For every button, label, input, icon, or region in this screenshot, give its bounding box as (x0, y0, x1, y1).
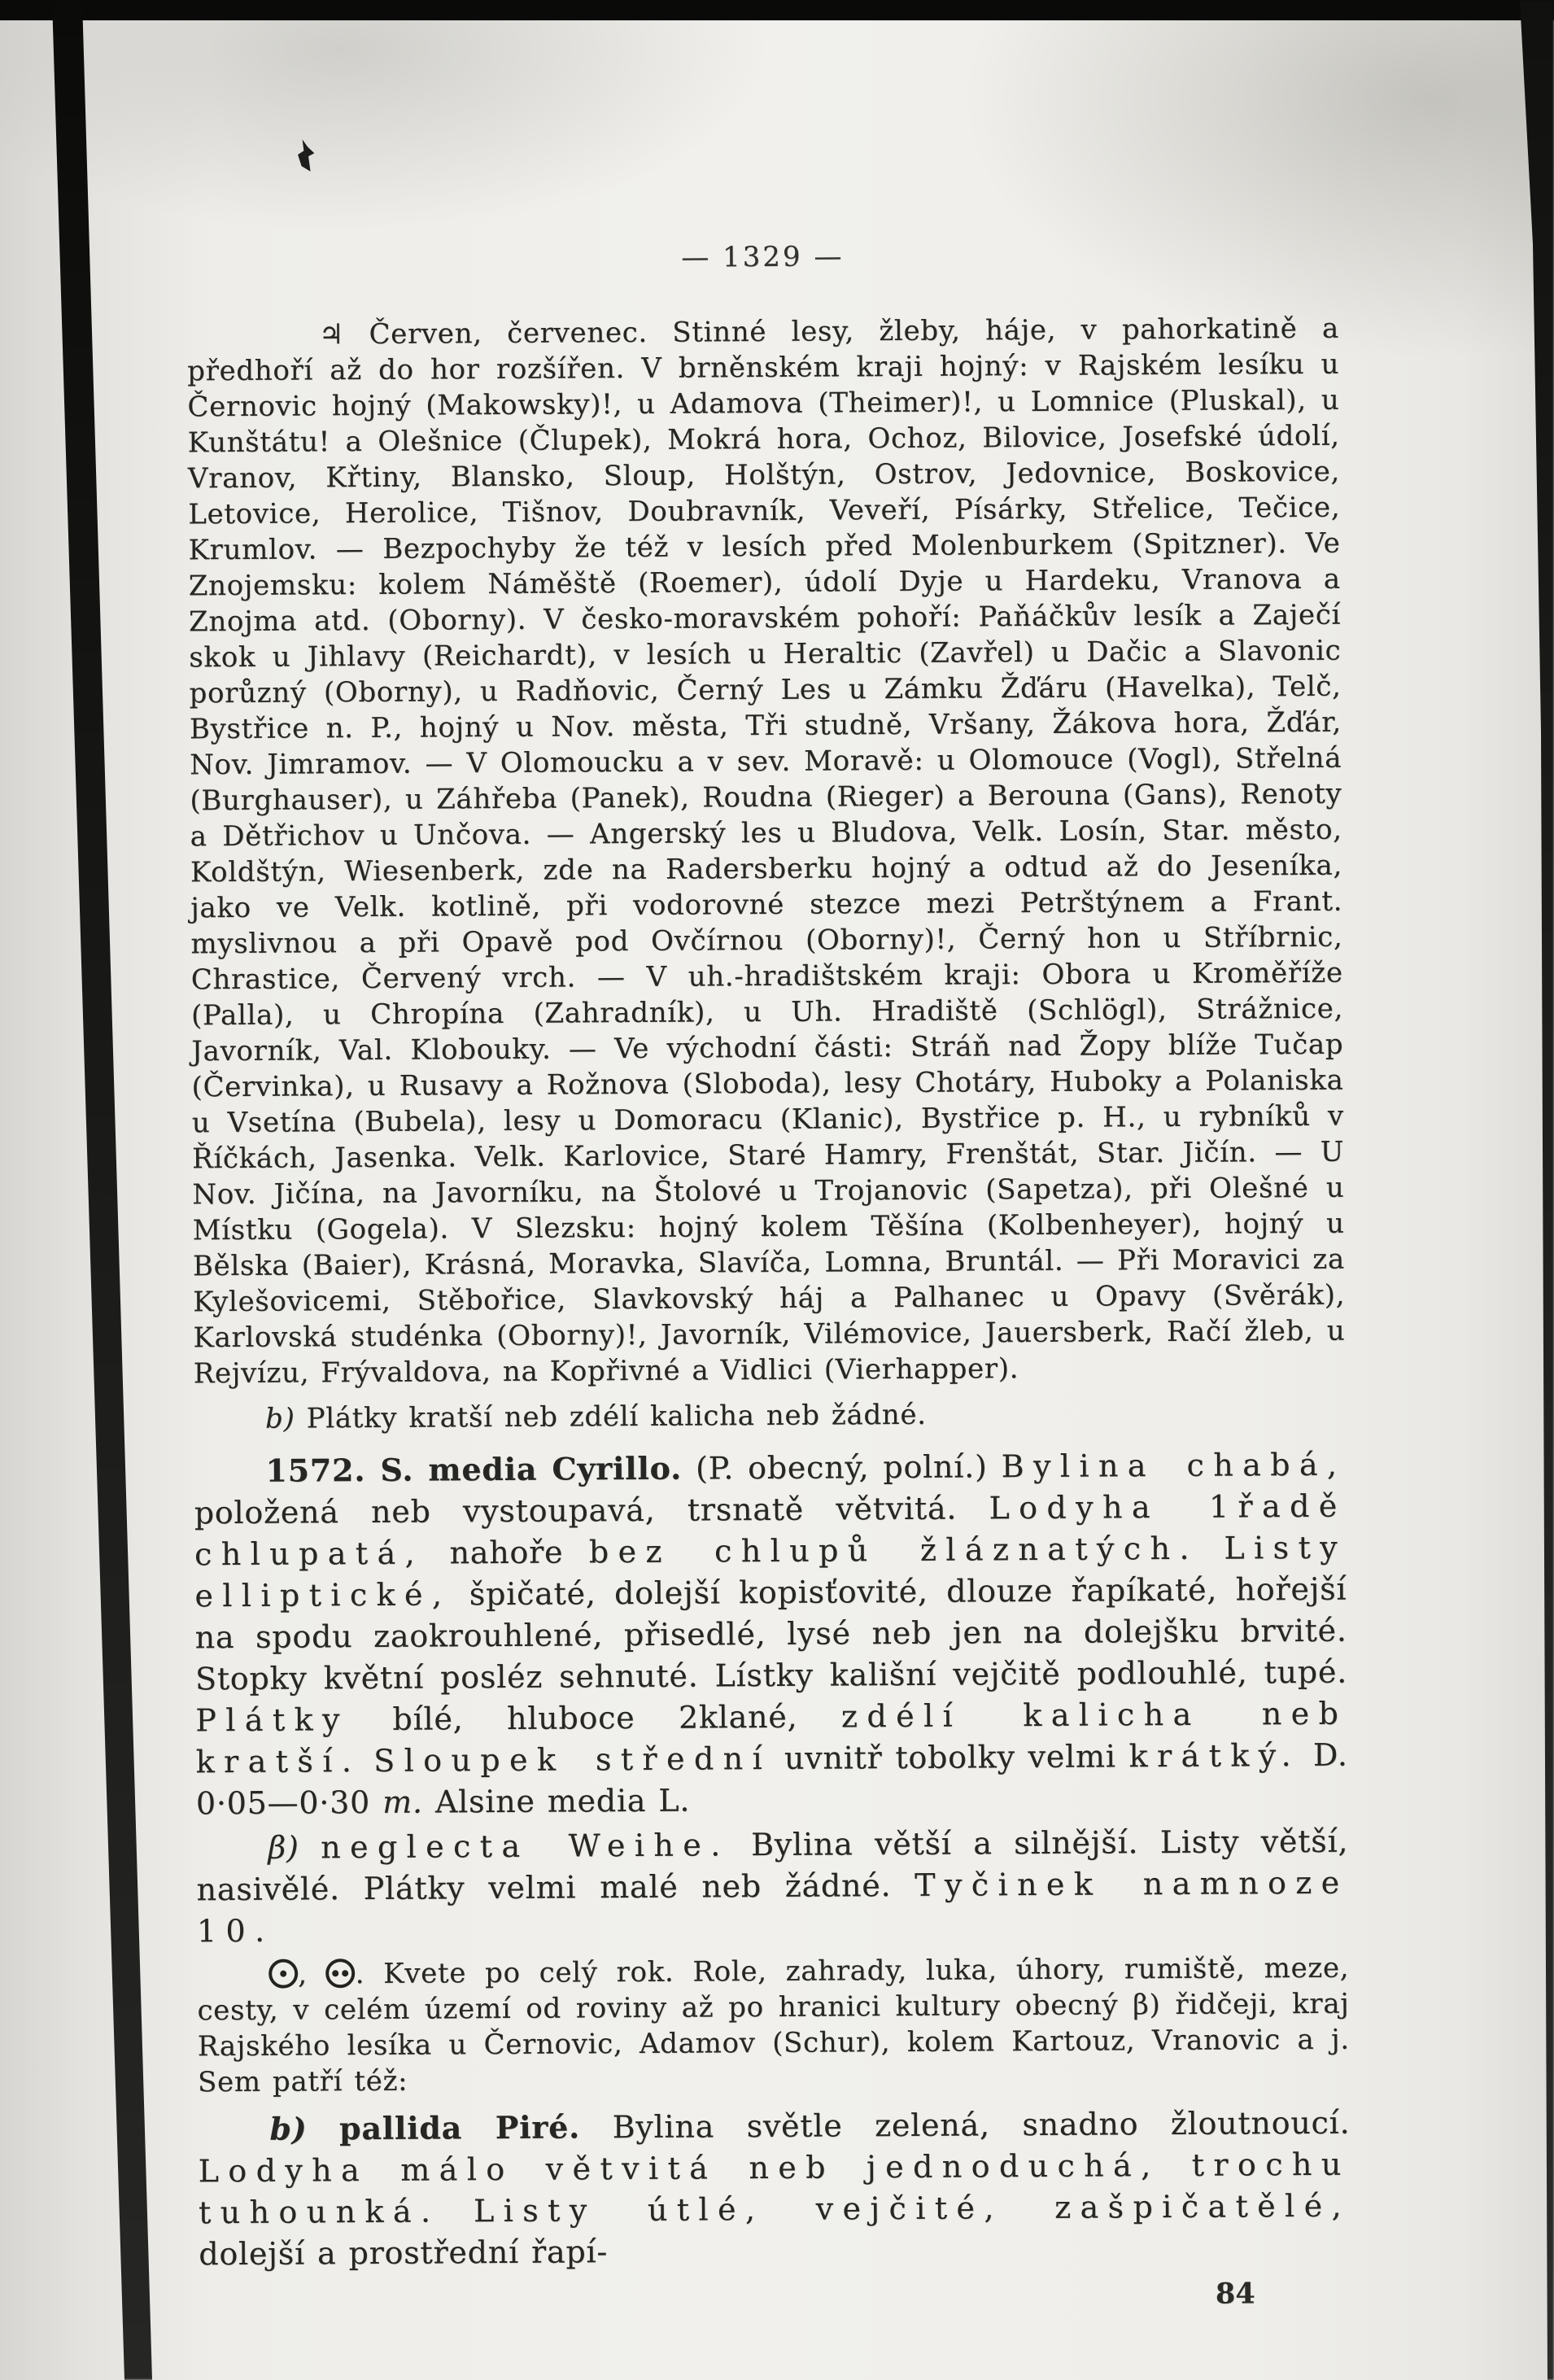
paragraph-petal-key (194, 1395, 1346, 1438)
perennial-symbol-icon: ♃ (318, 318, 345, 352)
ink-blot-mark (296, 139, 316, 172)
species-desc-spaced: Sloupek střední (373, 1740, 772, 1779)
biennial-symbol-icon (326, 1959, 356, 1988)
species-desc-spaced: Bylina chabá, (1001, 1446, 1347, 1485)
species-synonym: Alsine media L. (434, 1782, 691, 1820)
binding-gutter-shadow (0, 0, 212, 2380)
phenology-separator: , (298, 1958, 308, 1991)
variety-neglecta-stamens: Tyčinek namnoze 10. (196, 1864, 1349, 1950)
variety-pallida-name: pallida Piré. (338, 2108, 581, 2147)
species-desc: nahoře (449, 1534, 564, 1571)
variety-pallida-desc: dolejší a prostřední řapí- (199, 2234, 609, 2273)
variety-neglecta-label: β) (268, 1829, 299, 1866)
page-number-header: — 1329 — (681, 240, 845, 274)
variety-neglecta-name: neglecta Weihe. (320, 1827, 730, 1866)
species-desc-spaced: Lodyha 1řadě chlupatá, (194, 1487, 1347, 1573)
paragraph-variety-pallida (198, 2102, 1351, 2276)
species-desc: uvnitř tobolky velmi (784, 1738, 1116, 1776)
sheet-signature: 84 (1215, 2277, 1255, 2311)
species-desc: položená neb vystoupavá, trsnatě větvitá. (194, 1490, 958, 1531)
species-desc: špičaté, dolejší kopisťovité, dlouze řapíkaté, hořejší na spodu zaokrouhlené, přisedlé, lysé neb jen na dolejšku brvité. Stopky květní posléz sehnuté. Lístky kališní vejčitě podlouhlé, tupé. (194, 1570, 1348, 1697)
species-dimensions: D. 0·05—0·30 (195, 1736, 1348, 1822)
species-unit: m. (382, 1784, 423, 1820)
species-desc-spaced: krátký. (1128, 1737, 1301, 1775)
species-desc: bílé, hluboce 2klané, (392, 1698, 798, 1737)
species-common-names: (P. obecný, polní.) (695, 1448, 988, 1487)
petal-key-label: b) (264, 1402, 295, 1435)
species-desc-spaced: bez chlupů žláznatých. (588, 1530, 1198, 1570)
page-body (186, 238, 1351, 2317)
species-desc-spaced: zdélí kalicha neb kratší. (195, 1695, 1348, 1780)
variety-pallida-label: b) (269, 2110, 308, 2147)
paragraph-phenology (197, 1950, 1350, 2101)
paragraph-variety-neglecta (196, 1821, 1349, 1953)
annual-symbol-icon (268, 1959, 298, 1989)
scan-right-edge (1505, 0, 1554, 2380)
species-desc-spaced: Plátky (195, 1701, 349, 1739)
phenology-text: Kvete po celý rok. Role, zahrady, luka, úhory, rumiště, meze, cesty, v celém území od roviny až po hranici kultury obecný β) řidčeji, kraj Rajského lesíka u Černovic, Adamov (Schur), kolem Kartouz, Vranovic a j. Sem patří též: (197, 1951, 1350, 2099)
localities-text: Červen, červenec. Stinné lesy, žleby, háje, v pahorkatině a předhoří až do hor rozšířen. V brněnském kraji hojný: v Rajském lesíku u Černovic hojný (Makowsky)!, u Adamova (Theimer)!, u Lomnice (Pluskal), u Kunštátu! a Olešnice (Člupek), Mokrá hora, Ochoz, Bilovice, Josefské údolí, Vranov, Křtiny, Blansko, Sloup, Holštýn, Ostrov, Jedovnice, Boskovice, Letovice, Herolice, Tišnov, Doubravník, Veveří, Písárky, Střelice, Tečice, Krumlov. — Bezpochyby že též v lesích před Molenburkem (Spitzner). Ve Znojemsku: kolem Náměště (Roemer), údolí Dyje u Hardeku, Vranova a Znojma atd. (Oborny). V česko-moravském pohoří: Paňáčkův lesík a Zaječí skok u Jihlavy (Reichardt), v lesích u Heraltic (Zavřel) u Dačic a Slavonic porůzný (Oborny), u Radňovic, Černý Les u Zámku Žďáru (Havelka), Telč, Bystřice n. P., hojný u Nov. města, Tři studně, Vršany, Žákova hora, Žďár, Nov. Jimramov. — V Olomoucku a v sev. Moravě: u Olomouce (Vogl), Střelná (Burghauser), u Záhřeba (Panek), Roudna (Rieger) a Berouna (Gans), Renoty a Dětřichov u Unčova. — Angerský les u Bludova, Velk. Losín, Star. město, Koldštýn, Wiesenberk, zde na Radersberku hojný a odtud až do Jeseníka, jako ve Velk. kotlině, při vodorovné stezce mezi Petrštýnem a Frant. myslivnou a při Opavě pod Ovčírnou (Oborny)!, Černý hon u Stříbrnic, Chrastice, Červený vrch. — V uh.-hradištském kraji: Obora u Kroměříže (Palla), u Chropína (Zahradník), u Uh. Hradiště (Schlögl), Strážnice, Javorník, Val. Klobouky. — Ve východní části: Stráň nad Žopy blíže Tučap (Červinka), u Rusavy a Rožnova (Sloboda), lesy Chotáry, Huboky a Polaniska u Vsetína (Bubela), lesy u Domoracu (Klanic), Bystřice p. H., u rybníků v Říčkách, Jasenka. Velk. Karlovice, Staré Hamry, Frenštát, Star. Jičín. — U Nov. Jičína, na Javorníku, na Štolové u Trojanovic (Sapetza), při Olešné u Místku (Gogela). V Slezsku: hojný kolem Těšína (Kolbenheyer), hojný u Bělska (Baier), Krásná, Moravka, Slavíča, Lomna, Bruntál. — Při Moravici za Kylešovicemi, Stěbořice, Slavkovský háj a Palhanec u Opavy (Svěrák), Karlovská studénka (Oborny)!, Javorník, Vilémovice, Jauersberk, Račí žleb, u Rejvízu, Frývaldova, na Kopřivné a Vidlici (Vierhapper). (187, 312, 1346, 1391)
variety-pallida-desc-spaced: Listy útlé, vejčité, zašpičatělé, (473, 2187, 1351, 2229)
variety-neglecta-desc: Bylina větší a silnější. Listy větší, nasivělé. Plátky velmi malé neb žádné. (196, 1823, 1349, 1908)
variety-pallida-desc-spaced: Lodyha málo větvitá neb jednoduchá, trochu tuhounká. (198, 2146, 1351, 2231)
species-number-and-name: 1572. S. media Cyrillo. (265, 1449, 683, 1489)
species-desc-spaced: Listy elliptické, (194, 1529, 1347, 1614)
phenology-separator: . (355, 1958, 365, 1991)
paragraph-localities (187, 311, 1346, 1392)
variety-pallida-desc: Bylina světle zelená, snadno žloutnoucí. (612, 2104, 1351, 2146)
petal-key-text: Plátky kratší neb zdélí kalicha neb žádné. (306, 1398, 927, 1435)
scan-top-edge (0, 0, 1554, 20)
paragraph-species-1572 (194, 1443, 1348, 1825)
